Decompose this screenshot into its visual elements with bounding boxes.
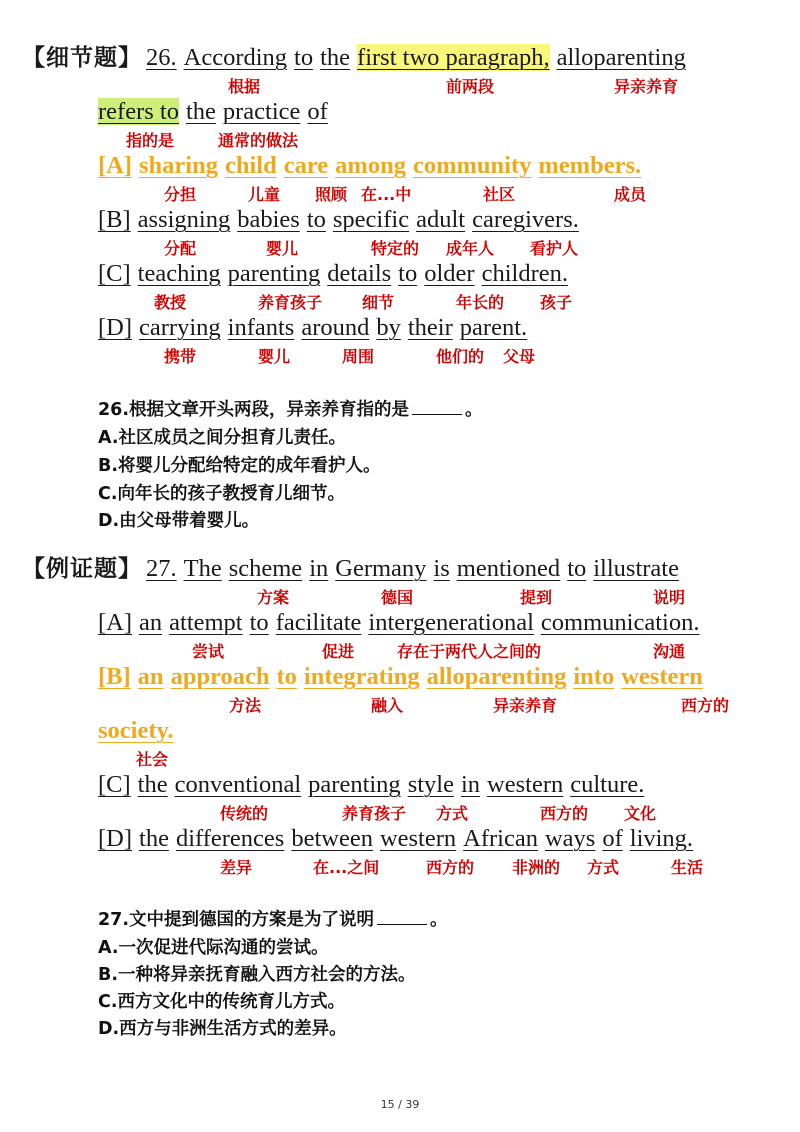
gloss: 西方的 — [540, 804, 589, 823]
word: parent. — [459, 314, 528, 341]
cn-question-end: 。 — [465, 400, 483, 420]
gloss: 分担 — [164, 185, 197, 204]
gloss: 年长的 — [456, 293, 505, 312]
word: babies — [237, 206, 300, 233]
word: to — [567, 555, 587, 582]
word: is — [433, 555, 450, 582]
answer-blank — [412, 413, 462, 415]
gloss: 婴儿 — [266, 239, 299, 258]
gloss: 前两段 — [446, 77, 495, 96]
answer-blank — [377, 923, 427, 925]
gloss: 异亲养育 — [493, 696, 558, 715]
cn-question-text: 26.根据文章开头两段，异亲养育指的是 — [98, 400, 409, 420]
option-letter: [B] — [98, 206, 131, 233]
word: around — [301, 314, 370, 341]
gloss: 异亲养育 — [614, 77, 679, 96]
option-letter: [C] — [98, 771, 131, 798]
gloss: 特定的 — [371, 239, 420, 258]
option-letter: [C] — [98, 260, 131, 287]
q27-cn-option-d: D.西方与非洲生活方式的差异。 — [98, 1019, 347, 1039]
page-current: 15 — [380, 1098, 395, 1111]
q27-number: 27. — [146, 555, 177, 582]
word: parenting — [227, 260, 321, 287]
gloss: 融入 — [371, 696, 404, 715]
word: community — [412, 152, 532, 179]
gloss: 细节 — [362, 293, 395, 312]
q26-number: 26. — [146, 44, 177, 71]
q26-cn-option-d: D.由父母带着婴儿。 — [98, 511, 260, 531]
gloss: 促进 — [322, 642, 355, 661]
word: care — [283, 152, 329, 179]
word: the — [320, 44, 351, 71]
word: western — [621, 663, 703, 690]
word: intergenerational — [368, 609, 534, 636]
highlighted-phrase: first two paragraph, — [357, 44, 550, 71]
q26-option-d — [98, 313, 534, 343]
gloss: 儿童 — [248, 185, 281, 204]
word: western — [379, 825, 457, 852]
q26-cn-option-a: A.社区成员之间分担育儿责任。 — [98, 428, 347, 448]
word: society. — [98, 717, 174, 744]
gloss: 生活 — [671, 858, 704, 877]
gloss: 成员 — [614, 185, 647, 204]
word: to — [294, 44, 314, 71]
gloss: 根据 — [228, 77, 261, 96]
gloss: 方式 — [436, 804, 469, 823]
gloss: 教授 — [154, 293, 187, 312]
option-letter: [A] — [98, 609, 133, 636]
gloss: 西方的 — [681, 696, 730, 715]
word: conventional — [174, 771, 302, 798]
option-letter: [D] — [98, 825, 133, 852]
gloss: 提到 — [520, 588, 553, 607]
word: the — [185, 98, 216, 125]
gloss: 看护人 — [530, 239, 579, 258]
word: mentioned — [456, 555, 561, 582]
word: culture. — [570, 771, 645, 798]
q26-cn-question — [98, 397, 483, 423]
page-number — [0, 1098, 800, 1111]
gloss: 养育孩子 — [342, 804, 407, 823]
word: details — [327, 260, 392, 287]
word: practice — [222, 98, 301, 125]
gloss: 婴儿 — [258, 347, 291, 366]
word: to — [276, 663, 297, 690]
gloss: 父母 — [503, 347, 536, 366]
word: sharing — [139, 152, 218, 179]
word: facilitate — [275, 609, 362, 636]
gloss: 在...之间 — [313, 858, 380, 877]
word: scheme — [228, 555, 303, 582]
word: alloparenting — [426, 663, 567, 690]
word: alloparenting — [556, 44, 686, 71]
gloss: 通常的做法 — [218, 131, 299, 150]
word: the — [139, 825, 169, 852]
word: specific — [332, 206, 410, 233]
gloss: 非洲的 — [512, 858, 561, 877]
word: the — [137, 771, 168, 798]
gloss: 存在于两代人之间的 — [397, 642, 542, 661]
word: caregivers. — [472, 206, 579, 233]
word: between — [291, 825, 373, 852]
word: in — [460, 771, 481, 798]
word: carrying — [139, 314, 221, 341]
q27-cn-option-b: B.一种将异亲抚育融入西方社会的方法。 — [98, 965, 416, 985]
q27-cn-option-c: C.西方文化中的传统育儿方式。 — [98, 992, 345, 1012]
gloss: 说明 — [653, 588, 686, 607]
word: of — [307, 98, 328, 125]
option-letter: [D] — [98, 314, 133, 341]
word: older — [424, 260, 475, 287]
word: teaching — [137, 260, 221, 287]
q27-type-tag: 【例证题】 — [22, 556, 142, 582]
gloss: 差异 — [220, 858, 253, 877]
page-separator: / — [398, 1098, 402, 1111]
word: infants — [227, 314, 295, 341]
gloss: 方法 — [229, 696, 262, 715]
gloss: 在...中 — [361, 185, 412, 204]
q26-stem-line-2 — [98, 97, 335, 127]
word: of — [602, 825, 623, 852]
gloss: 社区 — [483, 185, 516, 204]
word: attempt — [169, 609, 243, 636]
q26-stem-line-1 — [22, 43, 693, 73]
word: illustrate — [593, 555, 679, 582]
word: style — [407, 771, 454, 798]
page-total: 39 — [405, 1098, 420, 1111]
q27-option-a — [98, 608, 706, 638]
word: members. — [538, 152, 642, 179]
gloss: 成年人 — [446, 239, 495, 258]
word: to — [249, 609, 269, 636]
word: living. — [629, 825, 694, 852]
gloss: 方案 — [257, 588, 290, 607]
word: adult — [416, 206, 466, 233]
word: to — [398, 260, 418, 287]
gloss: 他们的 — [436, 347, 485, 366]
gloss: 指的是 — [126, 131, 175, 150]
gloss: 携带 — [164, 347, 197, 366]
q26-option-a-correct — [98, 151, 648, 181]
word: communication. — [540, 609, 700, 636]
word: child — [224, 152, 277, 179]
gloss: 西方的 — [426, 858, 475, 877]
word: into — [573, 663, 615, 690]
q27-option-b-continued — [98, 716, 181, 746]
word: their — [407, 314, 453, 341]
gloss: 传统的 — [220, 804, 269, 823]
word: in — [309, 555, 329, 582]
gloss: 德国 — [381, 588, 414, 607]
q27-stem-line — [22, 554, 686, 584]
word: differences — [175, 825, 285, 852]
gloss: 尝试 — [192, 642, 225, 661]
q26-option-c — [98, 259, 575, 289]
gloss: 方式 — [587, 858, 620, 877]
q27-option-b-correct — [98, 662, 710, 692]
word: integrating — [303, 663, 420, 690]
word: an — [139, 609, 163, 636]
word: approach — [170, 663, 270, 690]
word: According — [183, 44, 288, 71]
cn-question-text: 27.文中提到德国的方案是为了说明 — [98, 910, 374, 930]
q27-cn-question — [98, 907, 448, 933]
q27-option-d — [98, 824, 700, 854]
gloss: 分配 — [164, 239, 197, 258]
gloss: 养育孩子 — [258, 293, 323, 312]
cn-question-end: 。 — [430, 910, 448, 930]
word: an — [137, 663, 164, 690]
gloss: 沟通 — [653, 642, 686, 661]
q27-cn-option-a: A.一次促进代际沟通的尝试。 — [98, 938, 329, 958]
gloss: 孩子 — [540, 293, 573, 312]
q26-cn-option-c: C.向年长的孩子教授育儿细节。 — [98, 484, 345, 504]
gloss: 照顾 — [315, 185, 348, 204]
word: children. — [481, 260, 568, 287]
word: parenting — [308, 771, 401, 798]
q27-option-c — [98, 770, 651, 800]
q26-type-tag: 【细节题】 — [22, 45, 142, 71]
q26-cn-option-b: B.将婴儿分配给特定的成年看护人。 — [98, 456, 381, 476]
word: The — [183, 555, 222, 582]
option-letter: [B] — [98, 663, 131, 690]
q26-option-b — [98, 205, 586, 235]
word: Germany — [335, 555, 427, 582]
word: ways — [544, 825, 596, 852]
gloss: 社会 — [136, 750, 169, 769]
gloss: 文化 — [624, 804, 657, 823]
word: by — [376, 314, 401, 341]
word: western — [487, 771, 564, 798]
word: among — [335, 152, 406, 179]
option-letter: [A] — [98, 152, 133, 179]
word: to — [306, 206, 326, 233]
gloss: 周围 — [342, 347, 375, 366]
word: African — [463, 825, 538, 852]
highlighted-phrase: refers to — [98, 98, 179, 125]
word: assigning — [137, 206, 231, 233]
